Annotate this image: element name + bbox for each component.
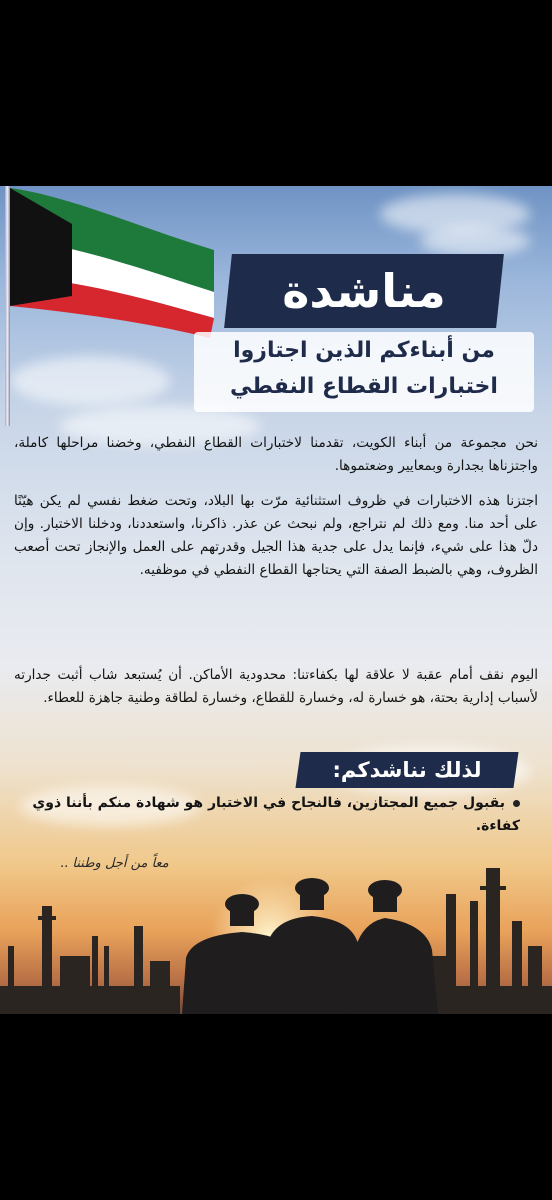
kuwait-flag-icon — [10, 188, 214, 338]
paragraph-1-text: نحن مجموعة من أبناء الكويت، تقدمنا لاختبارات القطاع النفطي، وخضنا مراحلها كاملة، واجتزناها بجدارة وبمعايير وضعتموها. — [14, 435, 538, 474]
cloud — [10, 356, 170, 406]
worker-silhouette-icon — [182, 878, 438, 1014]
paragraph-2 — [14, 490, 538, 582]
paragraph-2-text: اجتزنا هذه الاختبارات في ظروف استثنائية مرّت بها البلاد، وتحت ضغط نفسي لم يكن هيّنًا على أحد منا. ومع ذلك لم نتراجع، ولم نبحث عن عذر. ذاكرنا، واستعددنا، ودخلنا الاختبار. وإن دلّ هذا على شيء، فإنما يدل على جدية هذا الجيل وقدرتهم على العمل والإنجاز تحت أصعب الظروف، وهي بالضبط الصفة التي يحتاجها القطاع النفطي في موظفيه. — [14, 493, 538, 578]
cloud — [420, 226, 530, 256]
bullet-item — [14, 792, 520, 838]
slogan: معاً من أجل وطننا .. — [60, 856, 169, 871]
subtitle-line-2: اختبارات القطاع النفطي — [230, 374, 498, 399]
paragraph-3 — [14, 664, 538, 710]
refinery-silhouette-icon — [0, 846, 552, 1014]
paragraph-1 — [14, 432, 538, 478]
poster — [0, 186, 552, 1014]
bullet-dot-icon — [513, 800, 520, 807]
call-heading: لذلك نناشدكم: — [332, 758, 482, 782]
bullet-text: بقبول جميع المجتازين، فالنجاح في الاختبار هو شهادة منكم بأننا ذوي كفاءة. — [32, 795, 520, 834]
page-title: مناشدة — [282, 264, 446, 318]
paragraph-3-text: اليوم نقف أمام عقبة لا علاقة لها بكفاءتنا: محدودية الأماكن. أن يُستبعد شاب أثبت جدارته لأسباب إدارية بحتة، هو خسارة له، وخسارة للقطاع، وخسارة لطاقة وطنية جاهزة للعطاء. — [14, 667, 538, 706]
subtitle-line-1: من أبناءكم الذين اجتازوا — [233, 338, 495, 363]
subtitle-box — [194, 332, 534, 412]
